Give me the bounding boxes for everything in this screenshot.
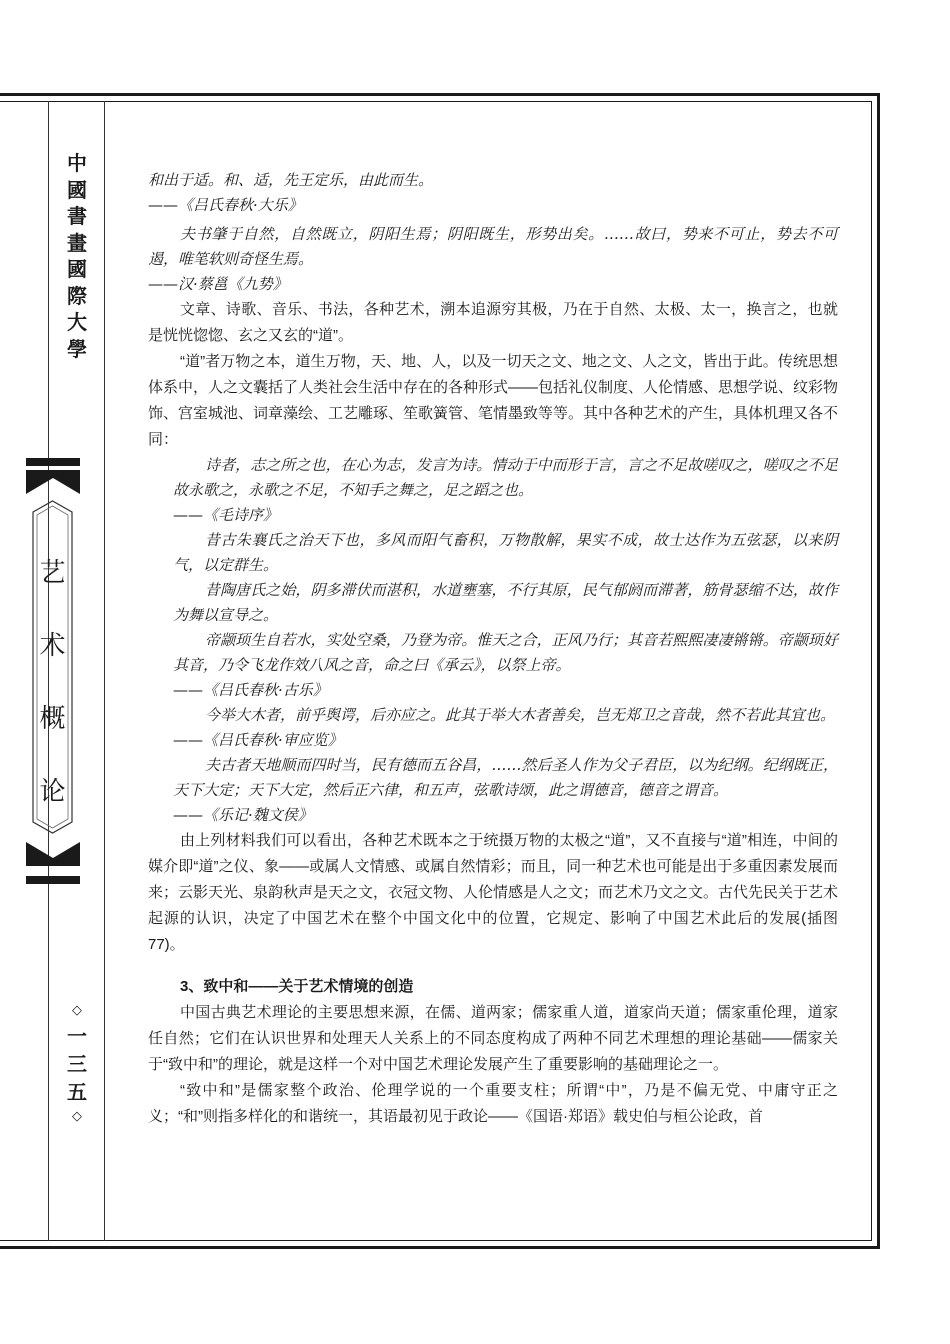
- paragraph: 文章、诗歌、音乐、书法，各种艺术，溯本追源穷其极，乃在于自然、太极、太一，换言之，也就是恍恍惚惚、玄之又玄的“道”。: [148, 301, 838, 344]
- main-text: [148, 168, 838, 1130]
- ornament-band-top: [26, 458, 80, 466]
- quote-attribution: ——《毛诗序》: [173, 506, 279, 524]
- diamond-icon: ◇: [72, 1109, 82, 1124]
- quote: 昔古朱襄氏之治天下也，多风而阳气畜积，万物散解，果实不成，故士达作为五弦瑟，以来阴气，以定群生。: [173, 531, 838, 574]
- ornament-wing-bottom: [26, 842, 80, 866]
- school-name: 中 國 書 畫 國 際 大 學: [67, 151, 87, 361]
- quote: 夫古者天地顺而四时当，民有德而五谷昌，……然后圣人作为父子君臣，以为纪纲。纪纲既正，天下大定；天下大定，然后正六律，和五声，弦歌诗颂，此之谓德音，德音之谓音。: [173, 756, 838, 799]
- quote: 夫书肇于自然，自然既立，阴阳生焉；阴阳既生，形势出矣。……故曰，势来不可止，势去不可遏，唯笔软则奇怪生焉。: [148, 225, 838, 268]
- quote-attribution: ——《吕氏春秋·审应览》: [173, 731, 343, 749]
- quote: 诗者，志之所之也，在心为志，发言为诗。情动于中而形于言，言之不足故嗟叹之，嗟叹之不足故永歌之，永歌之不足，不知手之舞之，足之蹈之也。: [173, 456, 838, 499]
- page-number: ◇ 一 三 五 ◇: [62, 1000, 92, 1128]
- sidebar-rule-right: [104, 101, 105, 1241]
- ornament-wing-top: [26, 470, 80, 494]
- ornament-band-bottom: [26, 876, 80, 884]
- quote-block: [148, 453, 838, 828]
- paragraph: “致中和”是儒家整个政治、伦理学说的一个重要支柱；所谓“中”，乃是不偏无党、中庸守正之义；“和”则指多样化的和谐统一，其语最初见于政论——《国语·郑语》载史伯与桓公论政，首: [148, 1082, 838, 1125]
- section-heading: 3、致中和——关于艺术情境的创造: [180, 978, 414, 995]
- quote: 和出于适。和、适，先王定乐，由此而生。: [148, 171, 434, 189]
- quote: 今举大木者，前乎舆谔，后亦应之。此其于举大木者善矣，岂无郑卫之音哉，然不若此其宜也。: [205, 706, 836, 724]
- paragraph: 由上列材料我们可以看出，各种艺术既本之于统摄万物的太极之“道”，又不直接与“道”相连，中间的媒介即“道”之仪、象——或属人文情感、或属自然情彩；而且，同一种艺术也可能是出于多重因素发展而来；云影天光、泉韵秋声是天之文，衣冠文物、人伦情感是人之文；而艺术乃文之文。古代先民关于艺术起源的认识，决定了中国艺术在整个中国文化中的位置，它规定、影响了中国艺术此后的发展(插图 77)。: [148, 832, 839, 953]
- quote-attribution: ——《乐记·魏文侯》: [173, 806, 313, 824]
- quote-attribution: ——《吕氏春秋·古乐》: [173, 681, 328, 699]
- quote: 帝颛顼生自若水，实处空桑，乃登为帝。惟天之合，正风乃行；其音若熙熙凄凄锵锵。帝颛顼好其音，乃令飞龙作效八风之音，命之曰《承云》，以祭上帝。: [173, 631, 838, 674]
- quote-attribution: ——汉·蔡邕《九势》: [148, 275, 288, 293]
- quote: 昔陶唐氏之始，阴多滞伏而湛积，水道壅塞，不行其原，民气郁阏而滞著，筋骨瑟缩不达，故作为舞以宣导之。: [173, 581, 838, 624]
- quote-attribution: ——《吕氏春秋·大乐》: [148, 196, 303, 214]
- diamond-icon: ◇: [72, 1003, 82, 1018]
- paragraph: “道”者万物之本，道生万物，天、地、人，以及一切天之文、地之文、人之文，皆出于此。传统思想体系中，人之文囊括了人类社会生活中存在的各种形式——包括礼仪制度、人伦情感、思想学说、纹彩物饰、宫室城池、词章藻绘、工艺雕琢、笙歌簧管、笔情墨致等等。其中各种艺术的产生，具体机理又各不同：: [148, 353, 839, 448]
- book-title: 艺 术 概 论: [39, 558, 66, 807]
- paragraph: 中国古典艺术理论的主要思想来源，在儒、道两家；儒家重人道，道家尚天道；儒家重伦理，道家任自然；它们在认识世界和处理天人关系上的不同态度构成了两种不同艺术理想的理论基础——儒家关于“致中和”的理论，就是这样一个对中国艺术理论发展产生了重要影响的基础理论之一。: [148, 1004, 838, 1073]
